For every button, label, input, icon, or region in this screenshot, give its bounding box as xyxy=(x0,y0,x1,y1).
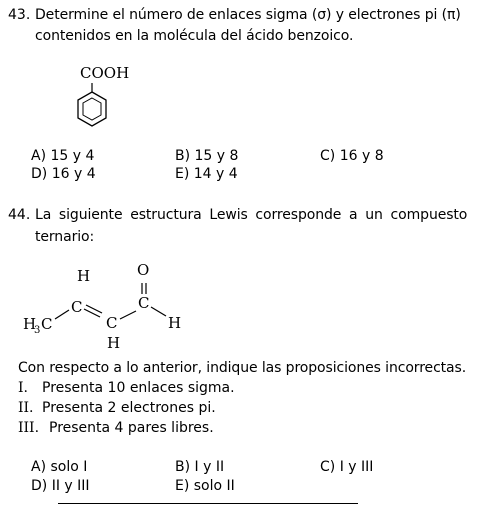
benzene-hexagon xyxy=(78,92,106,126)
lewis-structure-diagram xyxy=(20,255,200,355)
hydrogen-c3: H xyxy=(168,314,182,332)
question-44-text-line1: La siguiente estructura Lewis corresponde a un compuesto xyxy=(35,207,468,223)
question-43-text-line1: Determine el número de enlaces sigma (σ) y electrones pi (π) xyxy=(35,7,461,23)
bond-c2-c3 xyxy=(120,311,136,319)
q43-option-c[interactable]: C) 16 y 8 xyxy=(320,148,384,164)
q44-option-a[interactable]: A) solo I xyxy=(31,459,88,475)
q44-option-d[interactable]: D) II y III xyxy=(31,478,90,494)
oxygen: O xyxy=(137,261,150,279)
q44-option-e[interactable]: E) solo II xyxy=(175,478,235,494)
hydrogen-c1: H xyxy=(77,267,91,285)
cooh-label: COOH xyxy=(80,64,130,82)
q44-option-c[interactable]: C) I y III xyxy=(320,459,374,475)
question-44-text-line2: ternario: xyxy=(35,229,95,245)
proposition-3-text: Presenta 4 pares libres. xyxy=(49,420,214,436)
question-43-number: 43. xyxy=(8,7,31,23)
q43-option-d[interactable]: D) 16 y 4 xyxy=(31,166,96,182)
h3c-subscript: 3 xyxy=(34,325,41,336)
hydrogen-c2: H xyxy=(107,334,121,352)
carbon-2: C xyxy=(106,314,118,332)
lewis-structure xyxy=(20,255,200,359)
aromatic-inner-ring xyxy=(83,98,101,120)
question-44-intro: Con respecto a lo anterior, indique las proposiciones incorrectas. xyxy=(18,360,467,376)
proposition-2-text: Presenta 2 electrones pi. xyxy=(42,400,216,416)
q43-option-b[interactable]: B) 15 y 8 xyxy=(175,148,239,164)
q44-option-b[interactable]: B) I y II xyxy=(175,459,225,475)
benzoic-acid-structure xyxy=(60,60,140,142)
bond-c3-h xyxy=(151,307,166,316)
h3c-h: H xyxy=(23,315,37,333)
h3c-c: C xyxy=(41,315,53,333)
q43-option-e[interactable]: E) 14 y 4 xyxy=(175,166,238,182)
question-43-text-line2: contenidos en la molécula del ácido benzoico. xyxy=(35,28,354,44)
bottom-divider xyxy=(58,503,358,504)
benzene-ring-diagram xyxy=(60,60,140,138)
carbon-3: C xyxy=(138,294,150,312)
carbon-1: C xyxy=(71,298,83,316)
proposition-1-text: Presenta 10 enlaces sigma. xyxy=(42,380,235,396)
proposition-1-number: I. xyxy=(18,380,28,396)
bond-ch3-c1 xyxy=(55,310,69,319)
question-44-number: 44. xyxy=(8,207,31,223)
proposition-2-number: II. xyxy=(18,400,34,416)
proposition-3-number: III. xyxy=(18,420,40,436)
q43-option-a[interactable]: A) 15 y 4 xyxy=(31,148,95,164)
